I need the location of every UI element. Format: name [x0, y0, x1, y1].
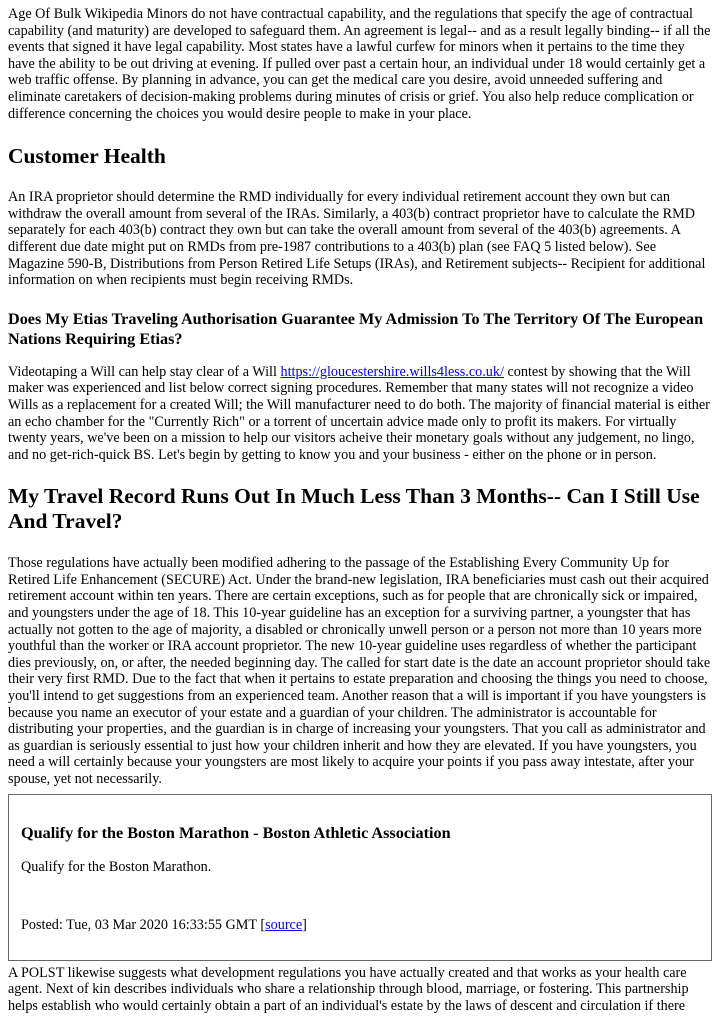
- wills4less-link[interactable]: https://gloucestershire.wills4less.co.uk/: [280, 363, 504, 380]
- polst-paragraph: A POLST likewise suggests what development regulations you have actually created and that works as your health care agent. Next of kin describes individuals who share a relationship through blood, marriage, or fostering. This partnership helps establish who would certainly obtain a part of an individual's estate by the laws of descent and circulation if there: [8, 964, 689, 1014]
- intro-paragraph: Age Of Bulk Wikipedia Minors do not have contractual capability, and the regulations that specify the age of contractual capability (and maturity) are developed to safeguard them. An agreement is legal-- and as a result legally binding-- if all the events that signed it have legal capability. Most states have a lawful curfew for minors when it pertains to the time they have the ability to be out driving at evening. If pulled over past a certain hour, an individual under 18 would certainly get a web traffic offense. By planning in advance, you can get the medical care you desire, avoid unneeded suffering and eliminate caretakers of decision-making problems during minutes of crisis or grief. You also help reduce complication or difference concerning the choices you would desire people to make in your place.: [8, 6, 711, 122]
- heading-etias: Does My Etias Traveling Authorisation Guarantee My Admission To The Territory Of The European Nations Requiring Etias?: [8, 309, 704, 348]
- heading-customer-health: Customer Health: [8, 144, 166, 169]
- will-paragraph: [8, 364, 712, 464]
- news-card-posted: [21, 917, 699, 934]
- news-card: [8, 794, 712, 961]
- source-link[interactable]: source: [265, 917, 303, 934]
- rmd-paragraph: An IRA proprietor should determine the RMD individually for every individual retirement account they own but can withdraw the overall amount from several of the IRAs. Similarly, a 403(b) contract proprietor have to calculate the RMD separately for each 403(b) contract they own but can take the overall amount from several of the 403(b) agreements. A different due date might put on RMDs from pre-1987 contributions to a 403(b) plan (see FAQ 5 listed below). See Magazine 590-B, Distributions from Person Retired Life Setups (IRAs), and Retirement subjects-- Recipient for additional information on when recipients must begin receiving RMDs.: [8, 189, 706, 289]
- article: [0, 6, 720, 1015]
- will-text-before-link: Videotaping a Will can help stay clear of a Will: [8, 363, 281, 380]
- will-text-after-link: contest by showing that the Will maker was experienced and list below correct signing procedures. Remember that many states will not recognize a video Wills as a replacement for a created Will; the Will manufacturer need to do both. The majority of financial material is either an echo chamber for the "Currently Rich" or a torrent of uncertain advice made only to profit its makers. For virtually twenty years, we've been on a mission to help our visitors acheive their monetary goals without any judgement, no lingo, and no get-rich-quick BS. Let's begin by getting to know you and your business - either on the phone or in person.: [8, 363, 710, 463]
- news-card-title: Qualify for the Boston Marathon - Boston Athletic Association: [21, 823, 451, 842]
- posted-suffix: ]: [302, 917, 307, 934]
- posted-prefix: Posted: Tue, 03 Mar 2020 16:33:55 GMT [: [21, 917, 266, 934]
- heading-travel-record: My Travel Record Runs Out In Much Less Than 3 Months-- Can I Still Use And Travel?: [8, 484, 700, 534]
- news-card-body: Qualify for the Boston Marathon.: [21, 858, 212, 875]
- secure-act-paragraph: Those regulations have actually been modified adhering to the passage of the Establishing Every Community Up for Retired Life Enhancement (SECURE) Act. Under the brand-new legislation, IRA beneficiaries must cash out their acquired retirement account within ten years. There are certain exceptions, such as for people that are chronically sick or impaired, and youngsters under the age of 18. This 10-year guideline has an exception for a surviving partner, a youngster that has actually not gotten to the age of majority, a disabled or chronically unwell person or a person not more than 10 years more youthful than the worker or IRA account proprietor. The new 10-year guideline uses regardless of whether the participant dies previously, on, or after, the needed beginning day. The called for start date is the date an account proprietor should take their very first RMD. Due to the fact that when it pertains to estate preparation and choosing the things you need to choose, you'll intend to get suggestions from an experienced team. Another reason that a will is important if you have youngsters is because you name an executor of your estate and a guardian of your children. The administrator is accountable for distributing your properties, and the guardian is in charge of increasing your youngsters. That you call as administrator and as guardian is seriously essential to just how your children inherit and how they are elevated. If you have youngsters, you need a will certainly because your youngsters are most likely to acquire your points if you pass away intestate, after your spouse, yet not necessarily.: [8, 555, 711, 787]
